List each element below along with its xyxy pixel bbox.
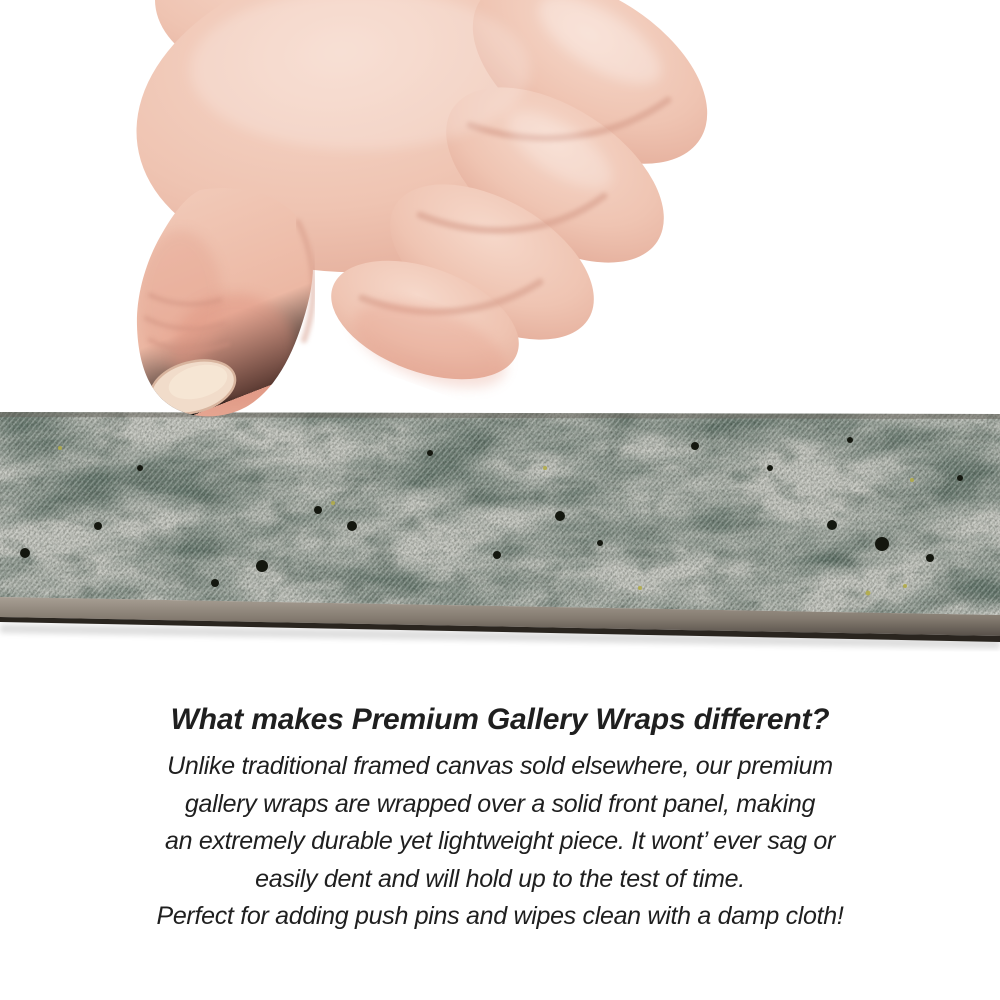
- marketing-copy: [0, 701, 1000, 936]
- knuckle-3: [364, 152, 620, 371]
- fist: [115, 0, 740, 405]
- description-line: an extremely durable yet lightweight piece. It wont’ ever sag or: [164, 827, 836, 855]
- thumb: [137, 188, 313, 422]
- knuckle-4: [315, 238, 535, 403]
- knuckle-1: [440, 0, 740, 202]
- heading: What makes Premium Gallery Wraps different?: [170, 703, 830, 736]
- description-line: Unlike traditional framed canvas sold elsewhere, our premium: [167, 752, 833, 780]
- description-line: gallery wraps are wrapped over a solid front panel, making: [184, 789, 816, 818]
- description-line: Perfect for adding push pins and wipes clean with a damp cloth!: [156, 902, 844, 930]
- hand-thumb-press-photo: [0, 0, 1000, 445]
- canvas-edge-photo: [0, 408, 1000, 656]
- knuckle-2: [416, 52, 695, 299]
- description-line: easily dent and will hold up to the test of time.: [255, 864, 745, 893]
